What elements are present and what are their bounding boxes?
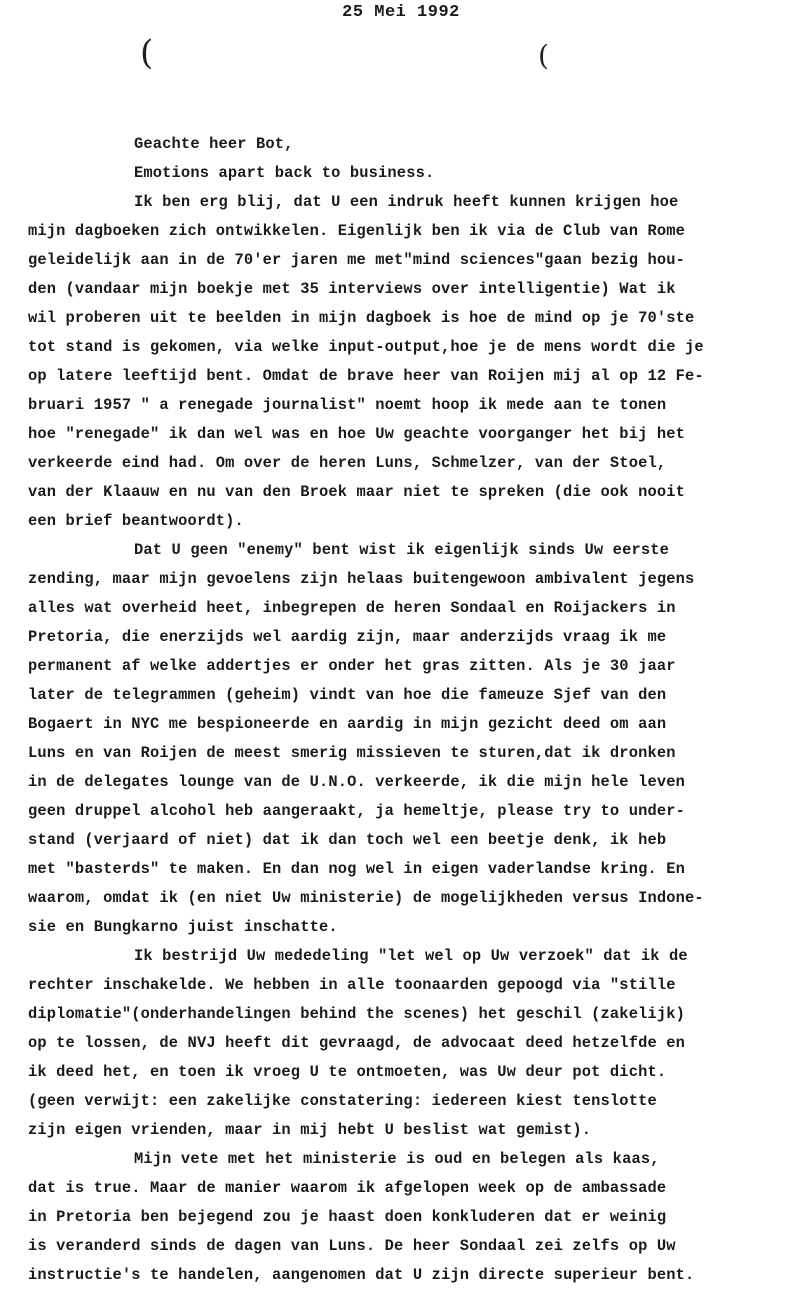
letter-line: waarom, omdat ik (en niet Uw ministerie) de mogelijkheden versus Indone- [28, 889, 704, 907]
letter-line: ik deed het, en toen ik vroeg U te ontmoeten, was Uw deur pot dicht. [28, 1063, 667, 1081]
letter-line: Luns en van Roijen de meest smerig missieven te sturen,dat ik dronken [28, 744, 676, 762]
letter-line: een brief beantwoordt). [28, 512, 244, 530]
letter-line: verkeerde eind had. Om over de heren Luns, Schmelzer, van der Stoel, [28, 454, 667, 472]
right-paren-mark: ( [538, 39, 549, 72]
letter-line: zijn eigen vrienden, maar in mij hebt U beslist wat gemist). [28, 1121, 592, 1139]
left-paren-mark: ( [140, 33, 154, 73]
letter-line: Geachte heer Bot, [134, 135, 294, 153]
letter-line: Bogaert in NYC me bespioneerde en aardig in mijn gezicht deed om aan [28, 715, 667, 733]
letter-line: tot stand is gekomen, via welke input-output,hoe je de mens wordt die je [28, 338, 704, 356]
letter-line: den (vandaar mijn boekje met 35 interviews over intelligentie) Wat ik [28, 280, 676, 298]
letter-line: Ik ben erg blij, dat U een indruk heeft kunnen krijgen hoe [134, 193, 679, 211]
letter-line: permanent af welke addertjes er onder het gras zitten. Als je 30 jaar [28, 657, 676, 675]
letter-line: later de telegrammen (geheim) vindt van hoe die fameuze Sjef van den [28, 686, 667, 704]
letter-line: rechter inschakelde. We hebben in alle toonaarden gepoogd via "stille [28, 976, 676, 994]
letter-line: op latere leeftijd bent. Omdat de brave heer van Roijen mij al op 12 Fe- [28, 367, 704, 385]
letter-line: mijn dagboeken zich ontwikkelen. Eigenlijk ben ik via de Club van Rome [28, 222, 686, 240]
letter-line: hoe "renegade" ik dan wel was en hoe Uw geachte voorganger het bij het [28, 425, 686, 443]
letter-line: in Pretoria ben bejegend zou je haast doen konkluderen dat er weinig [28, 1208, 667, 1226]
letter-line: wil proberen uit te beelden in mijn dagboek is hoe de mind op je 70'ste [28, 309, 695, 327]
letter-line: Dat U geen "enemy" bent wist ik eigenlijk sinds Uw eerste [134, 541, 669, 559]
letter-line: zending, maar mijn gevoelens zijn helaas buitengewoon ambivalent jegens [28, 570, 695, 588]
letter-line: dat is true. Maar de manier waarom ik afgelopen week op de ambassade [28, 1179, 667, 1197]
letter-line: stand (verjaard of niet) dat ik dan toch wel een beetje denk, ik heb [28, 831, 667, 849]
letter-line: op te lossen, de NVJ heeft dit gevraagd, de advocaat deed hetzelfde en [28, 1034, 686, 1052]
letter-body [28, 130, 800, 1290]
letter-line: Emotions apart back to business. [134, 164, 435, 182]
letter-line: Mijn vete met het ministerie is oud en belegen als kaas, [134, 1150, 660, 1168]
letter-line: Ik bestrijd Uw mededeling "let wel op Uw verzoek" dat ik de [134, 947, 688, 965]
letter-line: geleidelijk aan in de 70'er jaren me met"mind sciences"gaan bezig hou- [28, 251, 686, 269]
letter-line: geen druppel alcohol heb aangeraakt, ja hemeltje, please try to under- [28, 802, 686, 820]
letter-line: (geen verwijt: een zakelijke constatering: iedereen kiest tenslotte [28, 1092, 657, 1110]
letter-line: met "basterds" te maken. En dan nog wel in eigen vaderlandse kring. En [28, 860, 686, 878]
letter-line: alles wat overheid heet, inbegrepen de heren Sondaal en Roijackers in [28, 599, 676, 617]
letter-line: Pretoria, die enerzijds wel aardig zijn, maar anderzijds vraag ik me [28, 628, 667, 646]
letter-date: 25 Mei 1992 [342, 3, 460, 22]
letter-line: sie en Bungkarno juist inschatte. [28, 918, 338, 936]
letter-line: diplomatie"(onderhandelingen behind the scenes) het geschil (zakelijk) [28, 1005, 686, 1023]
letter-line: in de delegates lounge van de U.N.O. verkeerde, ik die mijn hele leven [28, 773, 686, 791]
letter-line: is veranderd sinds de dagen van Luns. De heer Sondaal zei zelfs op Uw [28, 1237, 676, 1255]
letter-line: van der Klaauw en nu van den Broek maar niet te spreken (die ook nooit [28, 483, 686, 501]
letter-line: bruari 1957 " a renegade journalist" noemt hoop ik mede aan te tonen [28, 396, 667, 414]
letter-line: instructie's te handelen, aangenomen dat U zijn directe superieur bent. [28, 1266, 695, 1284]
